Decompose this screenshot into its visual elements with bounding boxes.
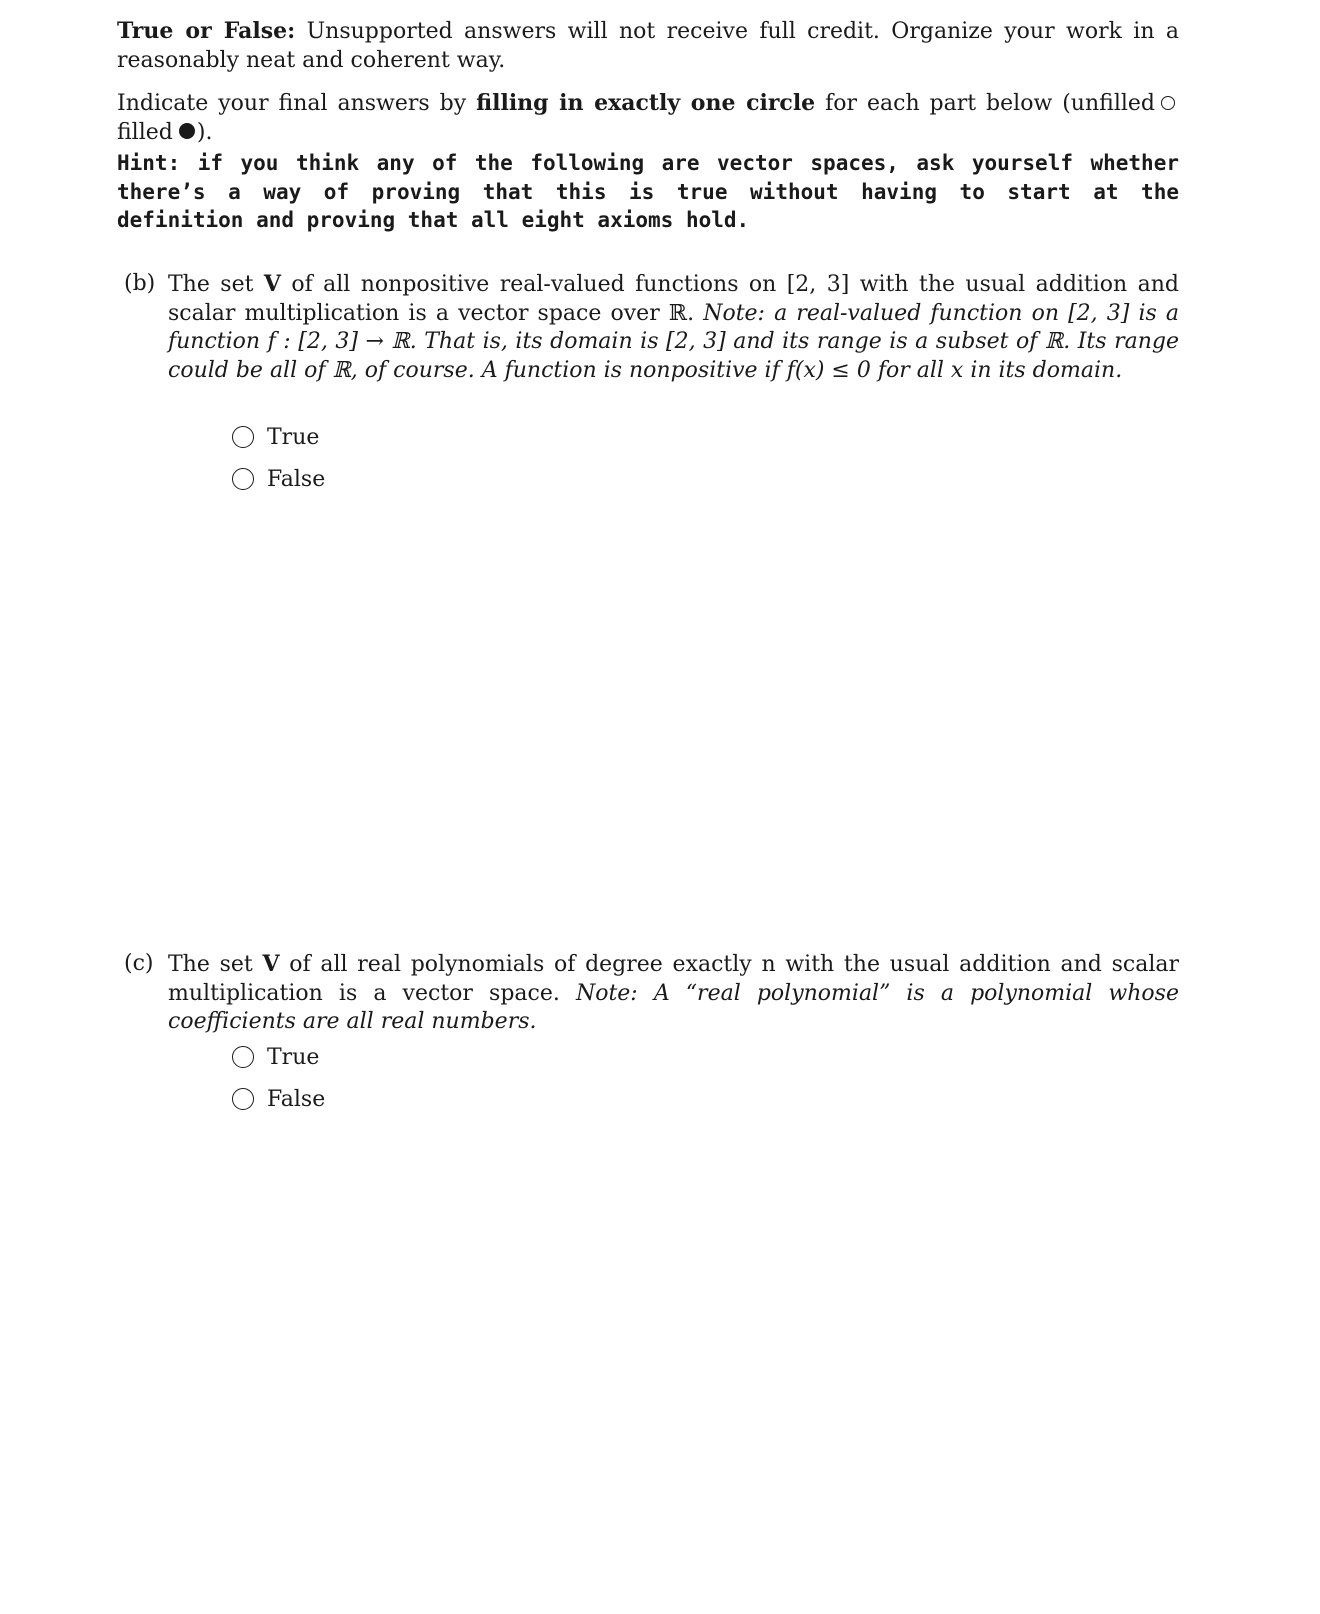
option-label: False xyxy=(267,1086,326,1112)
question-b xyxy=(124,270,1179,385)
indicate-prefix: Indicate your final answers by xyxy=(117,91,477,116)
unfilled-circle-icon xyxy=(1161,96,1175,110)
intro-heading: True or False: xyxy=(117,18,296,44)
question-b-label: (b) xyxy=(124,271,156,296)
option-label: True xyxy=(267,424,320,450)
question-c-option-true[interactable] xyxy=(232,1043,319,1071)
intro-paragraph xyxy=(117,17,1179,75)
question-c xyxy=(124,950,1179,1037)
filled-circle-icon xyxy=(179,123,195,139)
question-c-statement-end: of all real polynomials of degree exactly n with the usual addition and scalar multiplication is a vector space. xyxy=(168,952,1180,1006)
question-c-option-false[interactable] xyxy=(232,1085,325,1113)
question-b-set-symbol: V xyxy=(263,271,281,297)
hint-paragraph: Hint: if you think any of the following are vector spaces, ask yourself whether there’s a way of proving that this is true without having to start at the definition and proving that all eight axioms hold. xyxy=(117,151,1179,232)
indicate-paragraph xyxy=(117,89,1179,147)
question-c-label: (c) xyxy=(124,951,154,976)
indicate-suffix: for each part below (unfilled xyxy=(815,91,1155,116)
radio-unfilled-icon[interactable] xyxy=(232,1046,254,1068)
question-c-note: Note: A “real polynomial” is a polynomial whose coefficients are all real numbers. xyxy=(168,980,1179,1034)
question-b-option-false[interactable] xyxy=(232,465,325,493)
indicate-end: ). xyxy=(196,119,213,145)
question-c-set-symbol: V xyxy=(262,951,280,977)
radio-unfilled-icon[interactable] xyxy=(232,426,254,448)
radio-unfilled-icon[interactable] xyxy=(232,1088,254,1110)
intro-text: Unsupported answers will not receive full credit. Organize your work in a reasonably neat and coherent way. xyxy=(117,19,1179,73)
question-c-statement-start: The set xyxy=(168,952,263,977)
question-c-text xyxy=(168,950,1179,1037)
radio-unfilled-icon[interactable] xyxy=(232,468,254,490)
option-label: False xyxy=(267,466,326,492)
question-b-option-true[interactable] xyxy=(232,423,319,451)
indicate-emphasis: filling in exactly one circle xyxy=(476,90,816,116)
indicate-filled-label: filled xyxy=(117,119,173,145)
question-b-text xyxy=(168,270,1179,385)
question-b-note: Note: a real-valued function on [2, 3] is a function f : [2, 3] → ℝ. That is, its domain is [2, 3] and its range is a subset of ℝ. Its range could be all of ℝ, of course. A function is nonpositive if f(x) ≤ 0 for all x in its domain. xyxy=(168,300,1179,383)
question-b-statement-start: The set xyxy=(168,272,264,297)
option-label: True xyxy=(267,1044,320,1070)
question-b-statement-end: of all nonpositive real-valued functions on [2, 3] with the usual addition and scalar multiplication is a vector space over ℝ. xyxy=(168,272,1180,326)
